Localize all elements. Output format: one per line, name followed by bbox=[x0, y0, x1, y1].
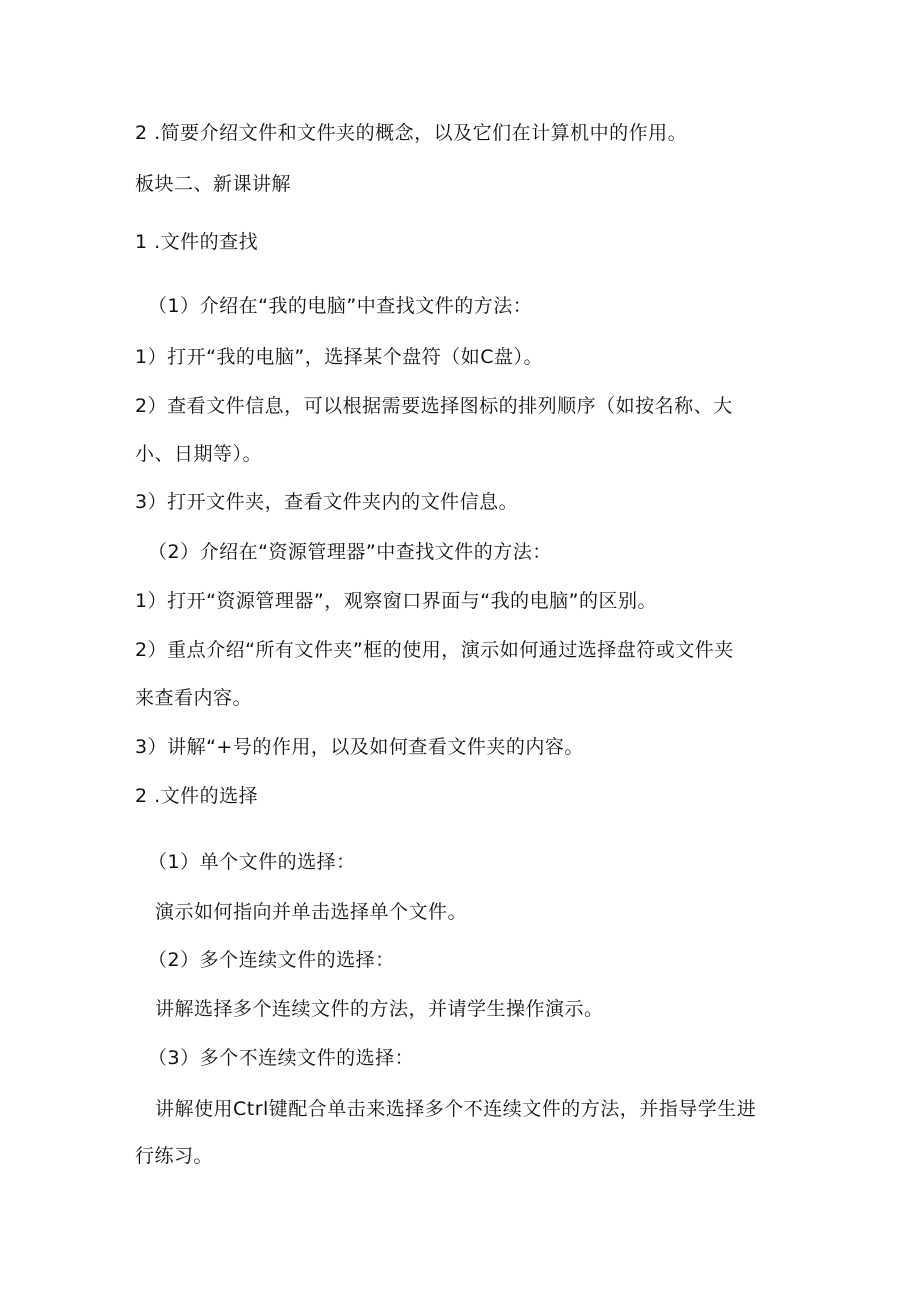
step-all-folders-pane-cont: 来查看内容。 bbox=[135, 687, 253, 709]
desc-consecutive-selection: 讲解选择多个连续文件的方法，并请学生操作演示。 bbox=[155, 998, 604, 1020]
desc-single-file-selection: 演示如何指向并单击选择单个文件。 bbox=[155, 901, 468, 923]
subheading-file-search: 1 .文件的查找 bbox=[135, 231, 259, 253]
section-heading-new-lesson: 板块二、新课讲解 bbox=[135, 173, 292, 195]
step-all-folders-pane: 2）重点介绍“所有文件夹”框的使用，演示如何通过选择盘符或文件夹 bbox=[135, 639, 734, 661]
step-plus-sign: 3）讲解“+号的作用，以及如何查看文件夹的内容。 bbox=[135, 736, 584, 758]
item-explorer-method: （2）介绍在“资源管理器”中查找文件的方法： bbox=[148, 541, 552, 563]
step-view-file-info-cont: 小、日期等）。 bbox=[135, 443, 263, 465]
desc-nonconsecutive-selection-cont: 行练习。 bbox=[135, 1145, 214, 1167]
step-open-explorer: 1）打开“资源管理器”，观察窗口界面与“我的电脑”的区别。 bbox=[135, 590, 657, 612]
item-my-computer-method: （1）介绍在“我的电脑”中查找文件的方法： bbox=[148, 295, 533, 317]
step-view-file-info: 2）查看文件信息，可以根据需要选择图标的排列顺序（如按名称、大 bbox=[135, 395, 733, 417]
paragraph-intro-concept: 2 .简要介绍文件和文件夹的概念，以及它们在计算机中的作用。 bbox=[135, 122, 688, 144]
step-open-folder: 3）打开文件夹，查看文件夹内的文件信息。 bbox=[135, 491, 519, 513]
subheading-file-selection: 2 .文件的选择 bbox=[135, 785, 259, 807]
item-nonconsecutive-selection: （3）多个不连续文件的选择： bbox=[148, 1047, 415, 1069]
desc-nonconsecutive-selection: 讲解使用Ctrl键配合单击来选择多个不连续文件的方法，并指导学生进 bbox=[155, 1098, 757, 1120]
step-open-my-computer: 1）打开“我的电脑”，选择某个盘符（如C盘）。 bbox=[135, 346, 544, 368]
item-consecutive-selection: （2）多个连续文件的选择： bbox=[148, 949, 395, 971]
item-single-file-selection: （1）单个文件的选择： bbox=[148, 851, 356, 873]
